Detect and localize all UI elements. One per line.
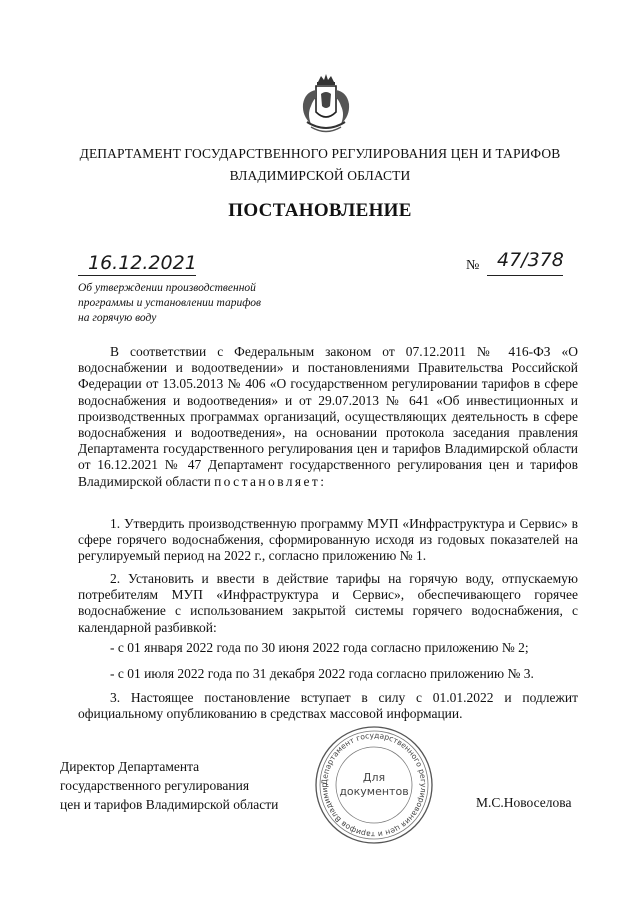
signatory-position <box>60 757 320 814</box>
position-line1: Директор Департамента <box>60 759 200 774</box>
item-3: 3. Настоящее постановление вступает в силу с 01.01.2022 и подлежит официальному опубликованию в средствах массовой информации. <box>78 690 578 722</box>
number-underline <box>487 275 563 276</box>
document-date: 16.12.2021 <box>88 252 197 274</box>
signatory-name: М.С.Новоселова <box>476 795 572 810</box>
tariff-period-1: - с 01 января 2022 года по 30 июня 2022 года согласно приложению № 2; <box>110 640 529 655</box>
document-number: 47/378 <box>497 249 564 271</box>
item-2: 2. Установить и ввести в действие тарифы на горячую воду, отпускаемую потребителям МУП «Инфраструктура и Сервис», обеспечивающего горячее водоснабжение с использованием закрытой системы горячего водоснабжения, с календарной разбивкой: <box>78 571 578 635</box>
document-title: ПОСТАНОВЛЕНИЕ <box>228 200 412 221</box>
position-line2: государственного регулирования <box>60 778 250 793</box>
position-line3: цен и тарифов Владимирской области <box>60 797 279 812</box>
subject-line1: Об утверждении производственной <box>78 282 256 294</box>
item-1: 1. Утвердить производственную программу МУП «Инфраструктура и Сервис» в сфере горячего водоснабжения, сформированную исходя из годовых показателей на регулируемый период на 2022 г., согласно приложению № 1. <box>78 516 578 564</box>
coat-of-arms-icon <box>297 72 355 138</box>
subject-line2: программы и установлении тарифов <box>78 297 261 309</box>
preamble-paragraph <box>78 344 578 490</box>
tariff-period-2: - с 01 июля 2022 года по 31 декабря 2022 года согласно приложению № 3. <box>110 666 534 681</box>
department-name-line2: ВЛАДИМИРСКОЙ ОБЛАСТИ <box>229 168 411 183</box>
resolves-word: постановляет: <box>214 473 327 489</box>
subject-line3: на горячую воду <box>78 312 157 324</box>
date-underline <box>78 275 196 276</box>
number-sign: № <box>466 258 480 273</box>
document-subject <box>78 281 308 326</box>
stamp-center-line1: Для <box>362 771 386 784</box>
preamble-text: В соответствии с Федеральным законом от 07.12.2011 № 416-ФЗ «О водоснабжении и водоотведении» и постановлениями Правительства Российской Федерации от 13.05.2013 № 406 «О государственном регулировании тарифов в сфере водоснабжения и водоотведения» и от 29.07.2013 № 641 «Об инвестиционных и производственных программах организаций, осуществляющих деятельность в сфере водоснабжения и водоотведения», на основании протокола заседания правления Департамента государственного регулирования цен и тарифов Владимирской области от 16.12.2021 № 47 Департамент государственного регулирования цен и тарифов Владимирской области <box>78 344 578 489</box>
stamp-center-line2: документов <box>339 785 409 798</box>
official-stamp <box>312 723 436 847</box>
department-name-line1: ДЕПАРТАМЕНТ ГОСУДАРСТВЕННОГО РЕГУЛИРОВАНИЯ ЦЕН И ТАРИФОВ <box>79 146 561 161</box>
stamp-ring-text: Департамент государственного регулирования цен и тарифов Владимир <box>319 730 429 840</box>
